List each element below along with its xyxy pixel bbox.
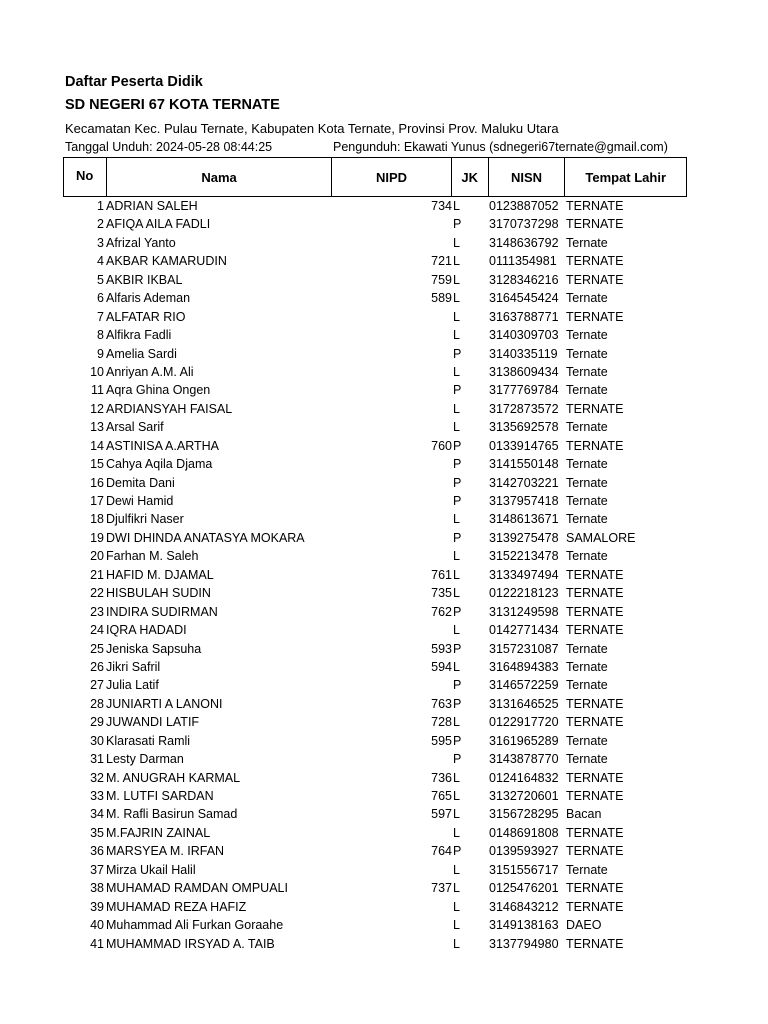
- cell-no: 28: [90, 696, 104, 711]
- cell-no: 31: [90, 752, 104, 767]
- download-date: Tanggal Unduh: 2024-05-28 08:44:25: [65, 140, 273, 154]
- cell-no: 36: [90, 844, 104, 859]
- cell-nama: MUHAMAD RAMDAN OMPUALI: [106, 881, 288, 896]
- cell-nipd: 761: [431, 567, 452, 582]
- cell-no: 25: [90, 641, 104, 656]
- cell-tempat-lahir: Ternate: [566, 641, 608, 656]
- cell-no: 33: [90, 789, 104, 803]
- cell-nama: Aqra Ghina Ongen: [106, 383, 211, 398]
- cell-nama: Anriyan A.M. Ali: [106, 364, 194, 379]
- cell-nisn: 3172873572: [489, 401, 559, 416]
- cell-nisn: 0148691808: [489, 825, 559, 840]
- table-row: [0, 308, 768, 326]
- cell-tempat-lahir: Ternate: [566, 475, 608, 490]
- cell-nisn: 3164545424: [489, 291, 559, 306]
- cell-nisn: 3137794980: [489, 936, 559, 951]
- cell-nipd: 728: [431, 715, 452, 730]
- header-nisn: NISN: [489, 158, 566, 196]
- cell-jk: P: [453, 438, 462, 453]
- cell-nisn: 3138609434: [489, 364, 559, 379]
- location-line: Kecamatan Kec. Pulau Ternate, Kabupaten Kota Ternate, Provinsi Prov. Maluku Utara: [65, 121, 559, 136]
- cell-nipd: 737: [431, 881, 452, 896]
- table-row: [0, 824, 768, 842]
- cell-no: 27: [90, 678, 104, 693]
- table-row: [0, 750, 768, 768]
- cell-nisn: 3161965289: [489, 733, 559, 748]
- cell-no: 35: [90, 825, 104, 840]
- cell-nama: Dewi Hamid: [106, 494, 174, 508]
- cell-nisn: 3148636792: [489, 235, 559, 250]
- cell-nisn: 3133497494: [489, 567, 559, 582]
- cell-no: 39: [90, 899, 104, 914]
- cell-no: 19: [90, 530, 104, 545]
- cell-nama: DWI DHINDA ANATASYA MOKARA: [106, 530, 305, 545]
- cell-jk: P: [453, 696, 462, 711]
- header-no: No: [64, 158, 107, 196]
- cell-jk: L: [453, 512, 460, 527]
- cell-nipd: 764: [431, 844, 452, 859]
- cell-tempat-lahir: TERNATE: [566, 604, 624, 619]
- cell-no: 23: [90, 604, 104, 619]
- cell-nama: MUHAMMAD IRSYAD A. TAIB: [106, 936, 275, 951]
- cell-nipd: 735: [431, 586, 452, 601]
- cell-nisn: 0125476201: [489, 881, 559, 896]
- cell-jk: L: [453, 770, 460, 785]
- header-tempat-lahir: Tempat Lahir: [585, 169, 667, 185]
- table-row: [0, 935, 768, 953]
- cell-nipd: 765: [431, 789, 452, 803]
- cell-nisn: 0124164832: [489, 770, 559, 785]
- cell-jk: P: [453, 494, 462, 508]
- cell-no: 7: [97, 309, 104, 324]
- cell-nama: ARDIANSYAH FAISAL: [106, 401, 233, 416]
- cell-nama: JUNIARTI A LANONI: [106, 696, 223, 711]
- cell-tempat-lahir: TERNATE: [566, 899, 624, 914]
- table-row: [0, 842, 768, 860]
- cell-tempat-lahir: Ternate: [566, 291, 608, 306]
- cell-nisn: 3149138163: [489, 918, 559, 933]
- cell-nama: AKBIR IKBAL: [106, 272, 183, 287]
- cell-tempat-lahir: TERNATE: [566, 789, 624, 803]
- cell-jk: P: [453, 752, 462, 767]
- cell-no: 22: [90, 586, 104, 601]
- cell-jk: L: [453, 623, 460, 638]
- cell-nipd: 589: [431, 291, 452, 306]
- student-table-body: [0, 197, 768, 953]
- cell-no: 37: [90, 862, 104, 877]
- cell-tempat-lahir: Ternate: [566, 494, 608, 508]
- cell-jk: L: [453, 549, 460, 564]
- cell-nama: M. LUTFI SARDAN: [106, 789, 214, 803]
- cell-nama: AFIQA AILA FADLI: [106, 217, 211, 232]
- table-row: [0, 252, 768, 270]
- table-row: [0, 271, 768, 289]
- table-row: [0, 474, 768, 492]
- cell-no: 3: [97, 235, 104, 250]
- table-row: [0, 326, 768, 344]
- cell-tempat-lahir: TERNATE: [566, 438, 624, 453]
- cell-nama: Arsal Sarif: [106, 420, 164, 435]
- cell-jk: L: [453, 235, 460, 250]
- cell-jk: P: [453, 383, 462, 398]
- cell-no: 5: [97, 272, 104, 287]
- cell-no: 17: [90, 494, 104, 508]
- cell-tempat-lahir: Ternate: [566, 862, 608, 877]
- cell-jk: P: [453, 678, 462, 693]
- table-row: [0, 916, 768, 934]
- cell-no: 8: [97, 328, 104, 343]
- cell-no: 10: [90, 364, 104, 379]
- cell-no: 11: [91, 383, 104, 398]
- cell-nisn: 3131646525: [489, 696, 559, 711]
- cell-jk: L: [453, 272, 460, 287]
- cell-nama: ADRIAN SALEH: [106, 199, 198, 213]
- table-row: [0, 584, 768, 602]
- cell-tempat-lahir: TERNATE: [566, 623, 624, 638]
- cell-jk: L: [453, 328, 460, 343]
- cell-nipd: 593: [431, 641, 452, 656]
- cell-tempat-lahir: Ternate: [566, 678, 608, 693]
- cell-nisn: 3128346216: [489, 272, 559, 287]
- cell-tempat-lahir: TERNATE: [566, 199, 624, 213]
- table-row: [0, 769, 768, 787]
- cell-nama: Jikri Safril: [106, 659, 161, 674]
- cell-nama: M. Rafli Basirun Samad: [106, 807, 238, 822]
- cell-tempat-lahir: Bacan: [566, 807, 602, 822]
- header-nipd: NIPD: [332, 158, 452, 196]
- cell-tempat-lahir: Ternate: [566, 420, 608, 435]
- cell-nisn: 3141550148: [489, 457, 559, 472]
- cell-tempat-lahir: Ternate: [566, 235, 608, 250]
- document-title: Daftar Peserta Didik: [65, 74, 203, 90]
- cell-tempat-lahir: TERNATE: [566, 254, 624, 269]
- cell-jk: L: [453, 254, 460, 269]
- cell-nisn: 3177769784: [489, 383, 559, 398]
- cell-tempat-lahir: TERNATE: [566, 881, 624, 896]
- cell-jk: P: [453, 604, 462, 619]
- cell-nama: Klarasati Ramli: [106, 733, 191, 748]
- cell-jk: L: [453, 918, 460, 933]
- cell-jk: L: [453, 364, 460, 379]
- cell-nisn: 3164894383: [489, 659, 559, 674]
- header-nama: Nama: [107, 158, 332, 196]
- table-row: [0, 381, 768, 399]
- table-row: [0, 197, 768, 215]
- cell-no: 14: [90, 438, 104, 453]
- cell-jk: L: [453, 199, 460, 213]
- table-row: [0, 455, 768, 473]
- cell-nisn: 3146843212: [489, 899, 559, 914]
- cell-nama: Afrizal Yanto: [106, 235, 176, 250]
- cell-no: 30: [90, 733, 104, 748]
- table-row: [0, 732, 768, 750]
- table-row: [0, 861, 768, 879]
- cell-tempat-lahir: Ternate: [566, 383, 608, 398]
- cell-jk: L: [453, 659, 460, 674]
- cell-jk: L: [453, 715, 460, 730]
- cell-tempat-lahir: TERNATE: [566, 309, 624, 324]
- cell-nipd: 759: [431, 272, 452, 287]
- cell-nisn: 0123887052: [489, 199, 559, 213]
- cell-jk: L: [453, 309, 460, 324]
- cell-tempat-lahir: TERNATE: [566, 696, 624, 711]
- cell-tempat-lahir: TERNATE: [566, 567, 624, 582]
- cell-tempat-lahir: TERNATE: [566, 825, 624, 840]
- cell-no: 24: [90, 623, 104, 638]
- table-row: [0, 289, 768, 307]
- cell-nipd: 595: [431, 733, 452, 748]
- cell-tempat-lahir: TERNATE: [566, 715, 624, 730]
- cell-nisn: 3151556717: [489, 862, 559, 877]
- cell-no: 4: [97, 254, 104, 269]
- cell-nama: INDIRA SUDIRMAN: [106, 604, 218, 619]
- table-row: [0, 345, 768, 363]
- cell-no: 41: [90, 936, 104, 951]
- table-row: [0, 492, 768, 510]
- cell-jk: P: [453, 457, 462, 472]
- cell-jk: L: [453, 825, 460, 840]
- cell-nipd: 760: [431, 438, 452, 453]
- cell-nisn: 3131249598: [489, 604, 559, 619]
- table-row: [0, 400, 768, 418]
- cell-nama: IQRA HADADI: [106, 623, 187, 638]
- cell-nisn: 3143878770: [489, 752, 559, 767]
- cell-nipd: 762: [431, 604, 452, 619]
- cell-nama: Alfikra Fadli: [106, 328, 172, 343]
- cell-nisn: 0139593927: [489, 844, 559, 859]
- cell-nisn: 0122917720: [489, 715, 559, 730]
- cell-nisn: 3139275478: [489, 530, 559, 545]
- cell-tempat-lahir: Ternate: [566, 733, 608, 748]
- cell-nisn: 3148613671: [489, 512, 559, 527]
- cell-tempat-lahir: TERNATE: [566, 586, 624, 601]
- cell-no: 40: [90, 918, 104, 933]
- cell-jk: L: [453, 420, 460, 435]
- table-row: [0, 418, 768, 436]
- table-row: [0, 510, 768, 528]
- cell-no: 32: [90, 770, 104, 785]
- cell-nisn: 3157231087: [489, 641, 559, 656]
- table-row: [0, 621, 768, 639]
- cell-nama: AKBAR KAMARUDIN: [106, 254, 227, 269]
- table-row: [0, 898, 768, 916]
- cell-no: 13: [90, 420, 104, 435]
- cell-nisn: 3140309703: [489, 328, 559, 343]
- downloader-info: Pengunduh: Ekawati Yunus (sdnegeri67ternate@gmail.com): [333, 140, 668, 154]
- cell-nama: Cahya Aqila Djama: [106, 457, 213, 472]
- cell-no: 16: [90, 475, 104, 490]
- cell-jk: L: [453, 567, 460, 582]
- cell-tempat-lahir: Ternate: [566, 346, 608, 361]
- cell-nisn: 0111354981: [489, 254, 557, 269]
- cell-nisn: 3146572259: [489, 678, 559, 693]
- cell-no: 34: [90, 807, 104, 822]
- cell-nipd: 763: [431, 696, 452, 711]
- cell-nama: HISBULAH SUDIN: [106, 586, 211, 601]
- cell-tempat-lahir: TERNATE: [566, 936, 624, 951]
- cell-tempat-lahir: TERNATE: [566, 401, 624, 416]
- cell-nisn: 3170737298: [489, 217, 559, 232]
- cell-no: 18: [90, 512, 104, 527]
- cell-tempat-lahir: Ternate: [566, 328, 608, 343]
- table-row: [0, 566, 768, 584]
- cell-jk: P: [453, 217, 462, 232]
- cell-tempat-lahir: DAEO: [566, 918, 602, 933]
- cell-nama: Mirza Ukail Halil: [106, 862, 196, 877]
- cell-tempat-lahir: Ternate: [566, 457, 608, 472]
- cell-nisn: 3132720601: [489, 789, 559, 803]
- cell-no: 20: [90, 549, 104, 564]
- cell-nama: ASTINISA A.ARTHA: [106, 438, 220, 453]
- cell-nisn: 3152213478: [489, 549, 559, 564]
- cell-no: 26: [90, 659, 104, 674]
- cell-nisn: 3156728295: [489, 807, 559, 822]
- cell-no: 21: [90, 567, 104, 582]
- table-row: [0, 215, 768, 233]
- cell-tempat-lahir: Ternate: [566, 512, 608, 527]
- cell-jk: P: [453, 733, 462, 748]
- cell-jk: L: [453, 936, 460, 951]
- cell-nama: M.FAJRIN ZAINAL: [106, 825, 211, 840]
- cell-no: 2: [97, 217, 104, 232]
- cell-no: 6: [97, 291, 104, 306]
- table-row: [0, 658, 768, 676]
- cell-nisn: 3142703221: [489, 475, 559, 490]
- cell-tempat-lahir: TERNATE: [566, 844, 624, 859]
- cell-nama: MUHAMAD REZA HAFIZ: [106, 899, 247, 914]
- cell-nisn: 0122218123: [489, 586, 559, 601]
- cell-tempat-lahir: Ternate: [566, 364, 608, 379]
- cell-nipd: 597: [431, 807, 452, 822]
- cell-nisn: 0142771434: [489, 623, 559, 638]
- cell-nama: Demita Dani: [106, 475, 175, 490]
- cell-nipd: 721: [431, 254, 452, 269]
- table-row: [0, 363, 768, 381]
- table-row: [0, 805, 768, 823]
- cell-jk: L: [453, 807, 460, 822]
- cell-jk: P: [453, 641, 462, 656]
- cell-tempat-lahir: Ternate: [566, 549, 608, 564]
- table-row: [0, 640, 768, 658]
- table-row: [0, 603, 768, 621]
- cell-nama: HAFID M. DJAMAL: [106, 567, 214, 582]
- cell-nisn: 3140335119: [489, 346, 558, 361]
- cell-jk: L: [453, 401, 460, 416]
- cell-nisn: 3137957418: [489, 494, 559, 508]
- cell-nama: M. ANUGRAH KARMAL: [106, 770, 241, 785]
- cell-nama: Amelia Sardi: [106, 346, 177, 361]
- table-row: [0, 437, 768, 455]
- cell-tempat-lahir: TERNATE: [566, 217, 624, 232]
- cell-tempat-lahir: TERNATE: [566, 272, 624, 287]
- school-name: SD NEGERI 67 KOTA TERNATE: [65, 97, 280, 113]
- table-header: [63, 157, 687, 197]
- table-row: [0, 879, 768, 897]
- cell-no: 12: [90, 401, 104, 416]
- cell-nama: MARSYEA M. IRFAN: [106, 844, 225, 859]
- cell-nisn: 0133914765: [489, 438, 559, 453]
- cell-jk: P: [453, 475, 462, 490]
- cell-tempat-lahir: SAMALORE: [566, 530, 636, 545]
- table-row: [0, 713, 768, 731]
- cell-nama: JUWANDI LATIF: [106, 715, 200, 730]
- table-row: [0, 547, 768, 565]
- cell-jk: L: [453, 586, 460, 601]
- cell-nipd: 734: [431, 199, 452, 213]
- cell-jk: P: [453, 530, 462, 545]
- cell-jk: L: [453, 899, 460, 914]
- cell-no: 1: [97, 199, 104, 213]
- cell-no: 9: [97, 346, 104, 361]
- cell-nama: Farhan M. Saleh: [106, 549, 199, 564]
- cell-nama: Julia Latif: [106, 678, 159, 693]
- cell-nama: Jeniska Sapsuha: [106, 641, 202, 656]
- cell-jk: L: [453, 862, 460, 877]
- cell-tempat-lahir: Ternate: [566, 752, 608, 767]
- cell-nama: Muhammad Ali Furkan Goraahe: [106, 918, 284, 933]
- cell-jk: L: [453, 881, 460, 896]
- cell-nama: ALFATAR RIO: [106, 309, 186, 324]
- cell-no: 15: [90, 457, 104, 472]
- cell-nama: Alfaris Ademan: [106, 291, 191, 306]
- cell-tempat-lahir: TERNATE: [566, 770, 624, 785]
- cell-no: 29: [90, 715, 104, 730]
- table-row: [0, 234, 768, 252]
- cell-jk: P: [453, 346, 462, 361]
- cell-jk: L: [453, 789, 460, 803]
- cell-nipd: 736: [431, 770, 452, 785]
- cell-nama: Djulfikri Naser: [106, 512, 184, 527]
- header-jk: JK: [452, 158, 489, 196]
- cell-jk: P: [453, 844, 462, 859]
- cell-nisn: 3163788771: [489, 309, 559, 324]
- table-row: [0, 676, 768, 694]
- cell-nipd: 594: [431, 659, 452, 674]
- cell-jk: L: [453, 291, 460, 306]
- cell-nisn: 3135692578: [489, 420, 559, 435]
- cell-nama: Lesty Darman: [106, 752, 184, 767]
- table-row: [0, 529, 768, 547]
- table-row: [0, 695, 768, 713]
- cell-no: 38: [90, 881, 104, 896]
- table-row: [0, 787, 768, 805]
- cell-tempat-lahir: Ternate: [566, 659, 608, 674]
